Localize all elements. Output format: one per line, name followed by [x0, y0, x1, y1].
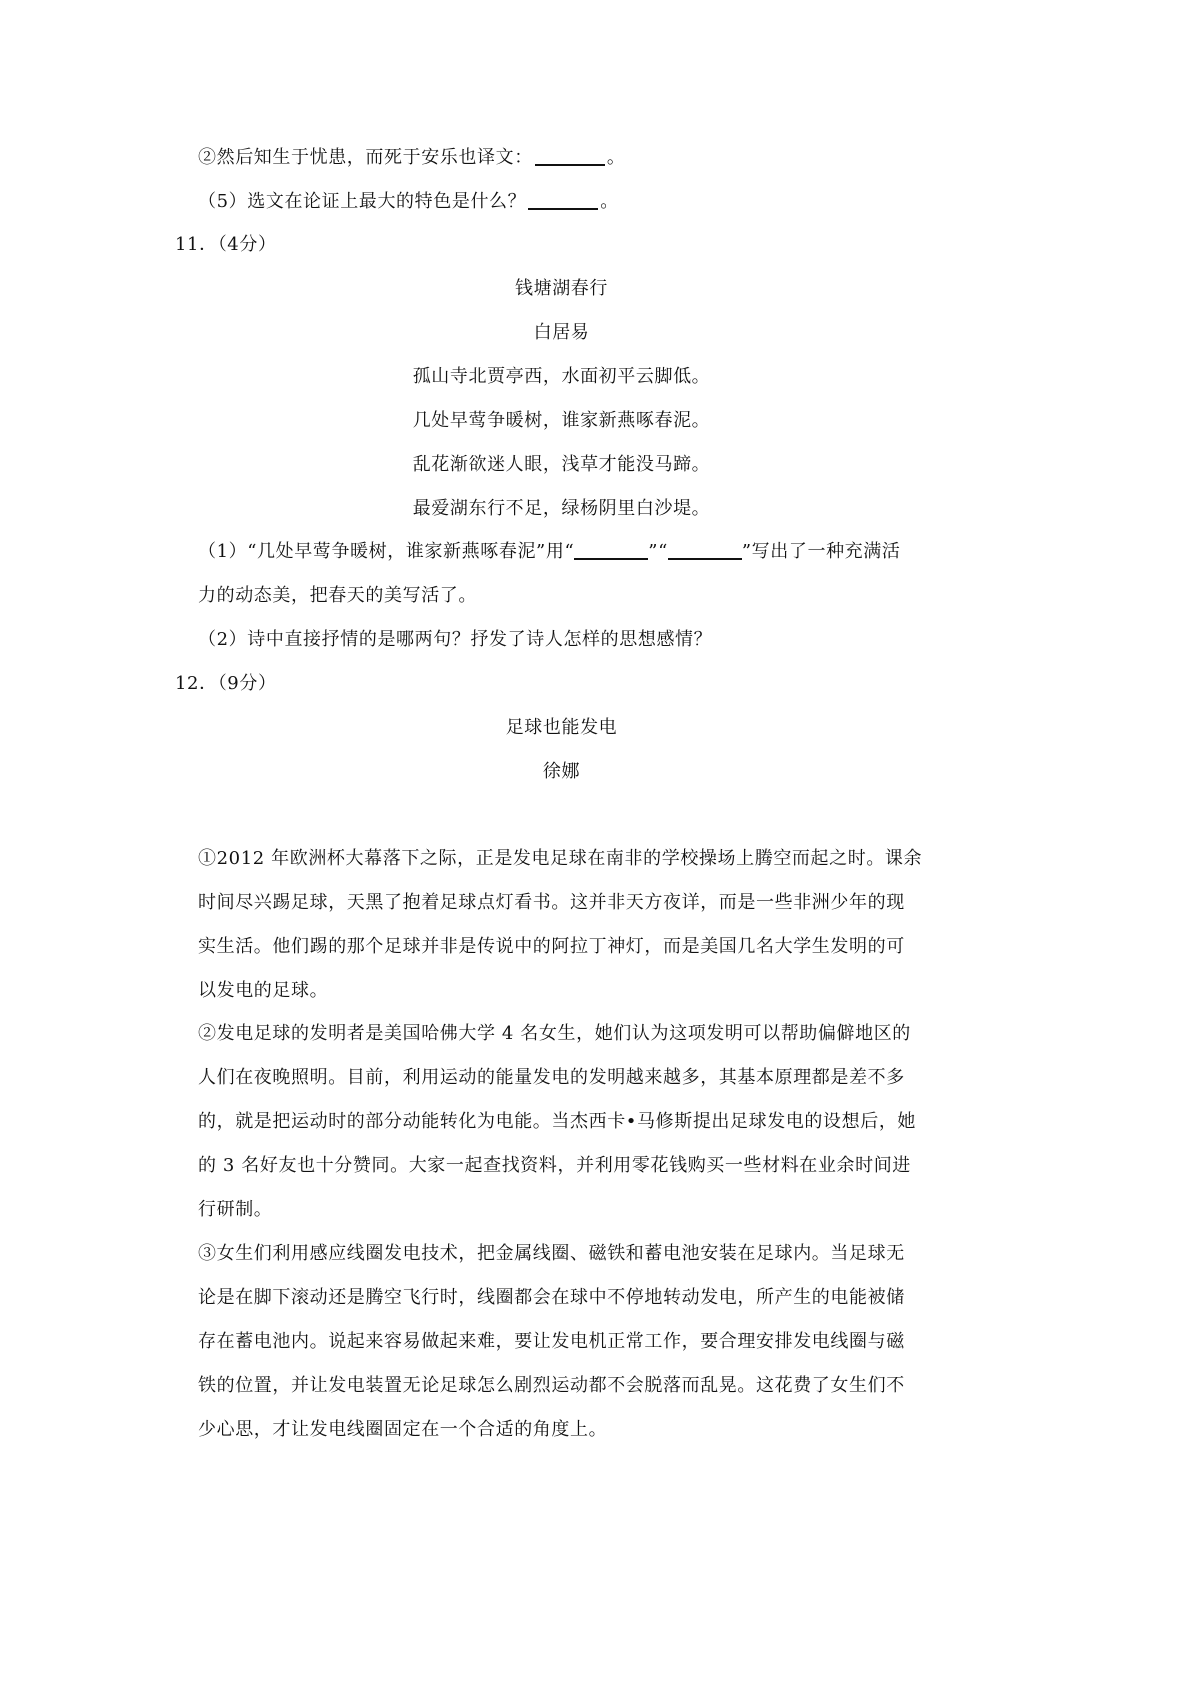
article-para3-line: 铁的位置，并让发电装置无论足球怎么剧烈运动都不会脱落而乱晃。这花费了女生们不 — [198, 1375, 905, 1396]
poem-line: 乱花渐欲迷人眼，浅草才能没马蹄。 — [412, 454, 711, 475]
article-para1-line: 以发电的足球。 — [198, 980, 329, 1001]
poem-title: 钱塘湖春行 — [515, 278, 608, 299]
q11-sub1-line2: 力的动态美，把春天的美写活了。 — [198, 585, 477, 606]
q11-header: 11．（4分） — [175, 234, 277, 255]
article-para1-line: ①2012 年欧洲杯大幕落下之际，正是发电足球在南非的学校操场上腾空而起之时。课余 — [198, 848, 923, 869]
q11-sub1-end: ”写出了一种充满活 — [741, 541, 901, 562]
article-author: 徐娜 — [542, 761, 581, 782]
article-para2-line: 的，就是把运动时的部分动能转化为电能。当杰西卡•马修斯提出足球发电的设想后，她 — [198, 1111, 917, 1132]
q10-sub5-text: （5）选文在论证上最大的特色是什么？ — [198, 191, 527, 212]
article-para2-line: ②发电足球的发明者是美国哈佛大学 4 名女生，她们认为这项发明可以帮助偏僻地区的 — [198, 1023, 911, 1044]
q10-sub5-blank[interactable] — [528, 190, 598, 210]
q10-sub5-line — [198, 189, 619, 215]
q12-header: 12．（9分） — [175, 673, 277, 694]
q10-sub2-end: 。 — [606, 147, 626, 168]
poem-author: 白居易 — [533, 322, 590, 343]
article-para3-line: 少心思，才让发电线圈固定在一个合适的角度上。 — [198, 1419, 608, 1440]
article-para1-line: 实生活。他们踢的那个足球并非是传说中的阿拉丁神灯，而是美国几名大学生发明的可 — [198, 936, 905, 957]
poem-line: 最爱湖东行不足，绿杨阴里白沙堤。 — [412, 498, 711, 519]
q11-sub2: （2）诗中直接抒情的是哪两句？抒发了诗人怎样的思想感情？ — [198, 629, 713, 650]
q11-sub1-line — [198, 539, 900, 565]
q11-sub1-blank-1[interactable] — [574, 540, 648, 560]
article-para3-line: 存在蓄电池内。说起来容易做起来难，要让发电机正常工作，要合理安排发电线圈与磁 — [198, 1331, 905, 1352]
q10-sub2-text: ②然后知生于忧患，而死于安乐也译文： — [198, 147, 533, 168]
poem-line: 几处早莺争暖树，谁家新燕啄春泥。 — [412, 410, 711, 431]
q10-sub2-blank[interactable] — [535, 146, 605, 166]
q11-sub1-blank-2[interactable] — [668, 540, 742, 560]
article-para3-line: ③女生们利用感应线圈发电技术，把金属线圈、磁铁和蓄电池安装在足球内。当足球无 — [198, 1243, 905, 1264]
article-para2-line: 的 3 名好友也十分赞同。大家一起查找资料，并利用零花钱购买一些材料在业余时间进 — [198, 1155, 911, 1176]
article-para2-line: 行研制。 — [198, 1199, 273, 1220]
q11-sub1-start: （1）“几处早莺争暖树，谁家新燕啄春泥”用“ — [198, 541, 575, 562]
article-para3-line: 论是在脚下滚动还是腾空飞行时，线圈都会在球中不停地转动发电，所产生的电能被储 — [198, 1287, 905, 1308]
article-title: 足球也能发电 — [505, 717, 618, 738]
q11-sub1-mid: ”“ — [648, 541, 668, 562]
article-para1-line: 时间尽兴踢足球，天黑了抱着足球点灯看书。这并非天方夜详，而是一些非洲少年的现 — [198, 892, 905, 913]
article-para2-line: 人们在夜晚照明。目前，利用运动的能量发电的发明越来越多，其基本原理都是差不多 — [198, 1067, 905, 1088]
poem-line: 孤山寺北贾亭西，水面初平云脚低。 — [412, 366, 711, 387]
q10-sub5-end: 。 — [600, 191, 619, 212]
q10-sub2-line — [198, 145, 625, 171]
